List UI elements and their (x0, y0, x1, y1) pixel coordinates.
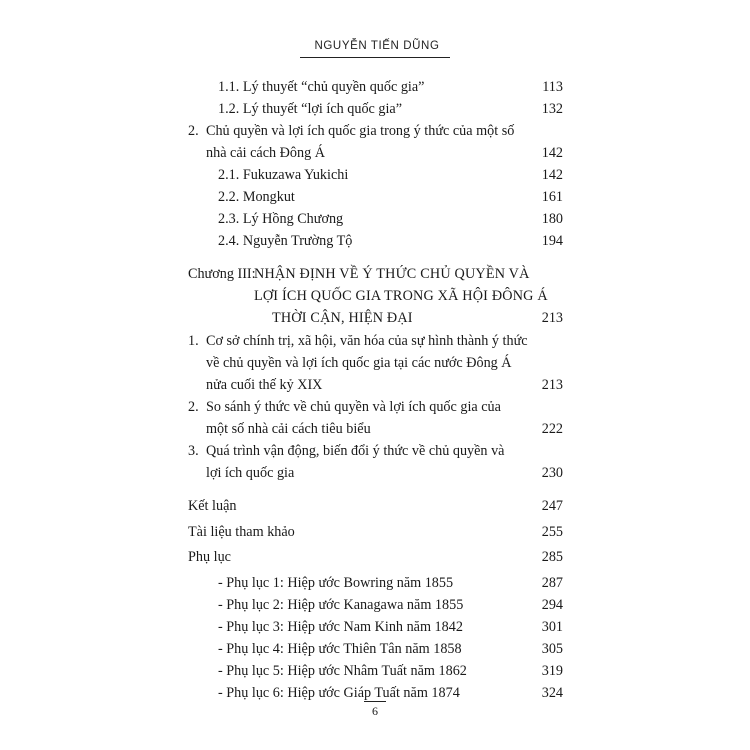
toc-page-references: 255 (541, 524, 563, 540)
toc-entry-appendix-1: - Phụ lục 1: Hiệp ước Bowring năm 1855 (218, 575, 454, 591)
page-number: 6 (372, 704, 378, 718)
toc-entry-3-1-line2: về chủ quyền và lợi ích quốc gia tại các nước Đông Á (206, 355, 512, 371)
toc-page-appendix-4: 305 (541, 641, 563, 657)
toc-page-3-1: 213 (541, 377, 563, 393)
toc-number-2: 2. (188, 123, 199, 139)
chapter-3-prefix: Chương III: (188, 266, 256, 282)
toc-entry-appendix-5: - Phụ lục 5: Hiệp ước Nhâm Tuất năm 1862 (218, 663, 467, 679)
toc-entry-3-3-line1: Quá trình vận động, biến đổi ý thức về chủ quyền và (206, 443, 505, 459)
toc-page-conclusion: 247 (541, 498, 563, 514)
chapter-3-title-line1: NHẬN ĐỊNH VỀ Ý THỨC CHỦ QUYỀN VÀ (254, 266, 530, 282)
footer-rule (364, 701, 386, 702)
toc-page-2: 142 (541, 145, 563, 161)
chapter-3-page: 213 (541, 310, 563, 326)
toc-page-2-3: 180 (541, 211, 563, 227)
toc-page-appendix: 285 (541, 549, 563, 565)
toc-entry-2-line2: nhà cải cách Đông Á (206, 145, 325, 161)
toc-entry-appendix-3: - Phụ lục 3: Hiệp ước Nam Kinh năm 1842 (218, 619, 463, 635)
toc-entry-appendix-4: - Phụ lục 4: Hiệp ước Thiên Tân năm 1858 (218, 641, 462, 657)
toc-page-3-3: 230 (541, 465, 563, 481)
toc-page-appendix-5: 319 (541, 663, 563, 679)
running-header: NGUYỄN TIẾN DŨNG (314, 40, 440, 52)
toc-page-appendix-2: 294 (541, 597, 563, 613)
chapter-3-title-line3: THỜI CẬN, HIỆN ĐẠI (272, 310, 413, 326)
toc-entry-1-2: 1.2. Lý thuyết “lợi ích quốc gia” (218, 101, 403, 117)
toc-entry-2-2: 2.2. Mongkut (218, 189, 295, 205)
toc-entry-conclusion: Kết luận (188, 498, 237, 514)
toc-entry-2-line1: Chủ quyền và lợi ích quốc gia trong ý thức của một số (206, 123, 515, 139)
toc-entry-3-1-line1: Cơ sở chính trị, xã hội, văn hóa của sự hình thành ý thức (206, 333, 528, 349)
toc-page-3-2: 222 (541, 421, 563, 437)
toc-entry-2-1: 2.1. Fukuzawa Yukichi (218, 167, 349, 183)
chapter-3-title-line2: LỢI ÍCH QUỐC GIA TRONG XÃ HỘI ĐÔNG Á (254, 288, 548, 304)
toc-entry-3-2-line1: So sánh ý thức về chủ quyền và lợi ích quốc gia của (206, 399, 501, 415)
toc-number-3-1: 1. (188, 333, 199, 349)
toc-page-appendix-6: 324 (541, 685, 563, 701)
toc-entry-appendix: Phụ lục (188, 549, 231, 565)
toc-entry-1-1: 1.1. Lý thuyết “chủ quyền quốc gia” (218, 79, 425, 95)
toc-entry-references: Tài liệu tham khảo (188, 524, 295, 540)
toc-page-1-2: 132 (541, 101, 563, 117)
toc-number-3-2: 2. (188, 399, 199, 415)
toc-entry-appendix-2: - Phụ lục 2: Hiệp ước Kanagawa năm 1855 (218, 597, 464, 613)
toc-entry-2-4: 2.4. Nguyễn Trường Tộ (218, 233, 353, 249)
header-rule (300, 57, 450, 58)
toc-entry-3-1-line3: nửa cuối thế kỷ XIX (206, 377, 323, 393)
toc-entry-3-3-line2: lợi ích quốc gia (206, 465, 295, 481)
toc-number-3-3: 3. (188, 443, 199, 459)
toc-page-1-1: 113 (542, 79, 563, 95)
toc-page-appendix-3: 301 (541, 619, 563, 635)
toc-page-2-4: 194 (541, 233, 563, 249)
toc-page-2-1: 142 (541, 167, 563, 183)
toc-entry-2-3: 2.3. Lý Hồng Chương (218, 211, 344, 227)
toc-entry-appendix-6: - Phụ lục 6: Hiệp ước Giáp Tuất năm 1874 (218, 685, 460, 701)
toc-entry-3-2-line2: một số nhà cải cách tiêu biểu (206, 421, 371, 437)
toc-page-appendix-1: 287 (541, 575, 563, 591)
toc-page-2-2: 161 (541, 189, 563, 205)
